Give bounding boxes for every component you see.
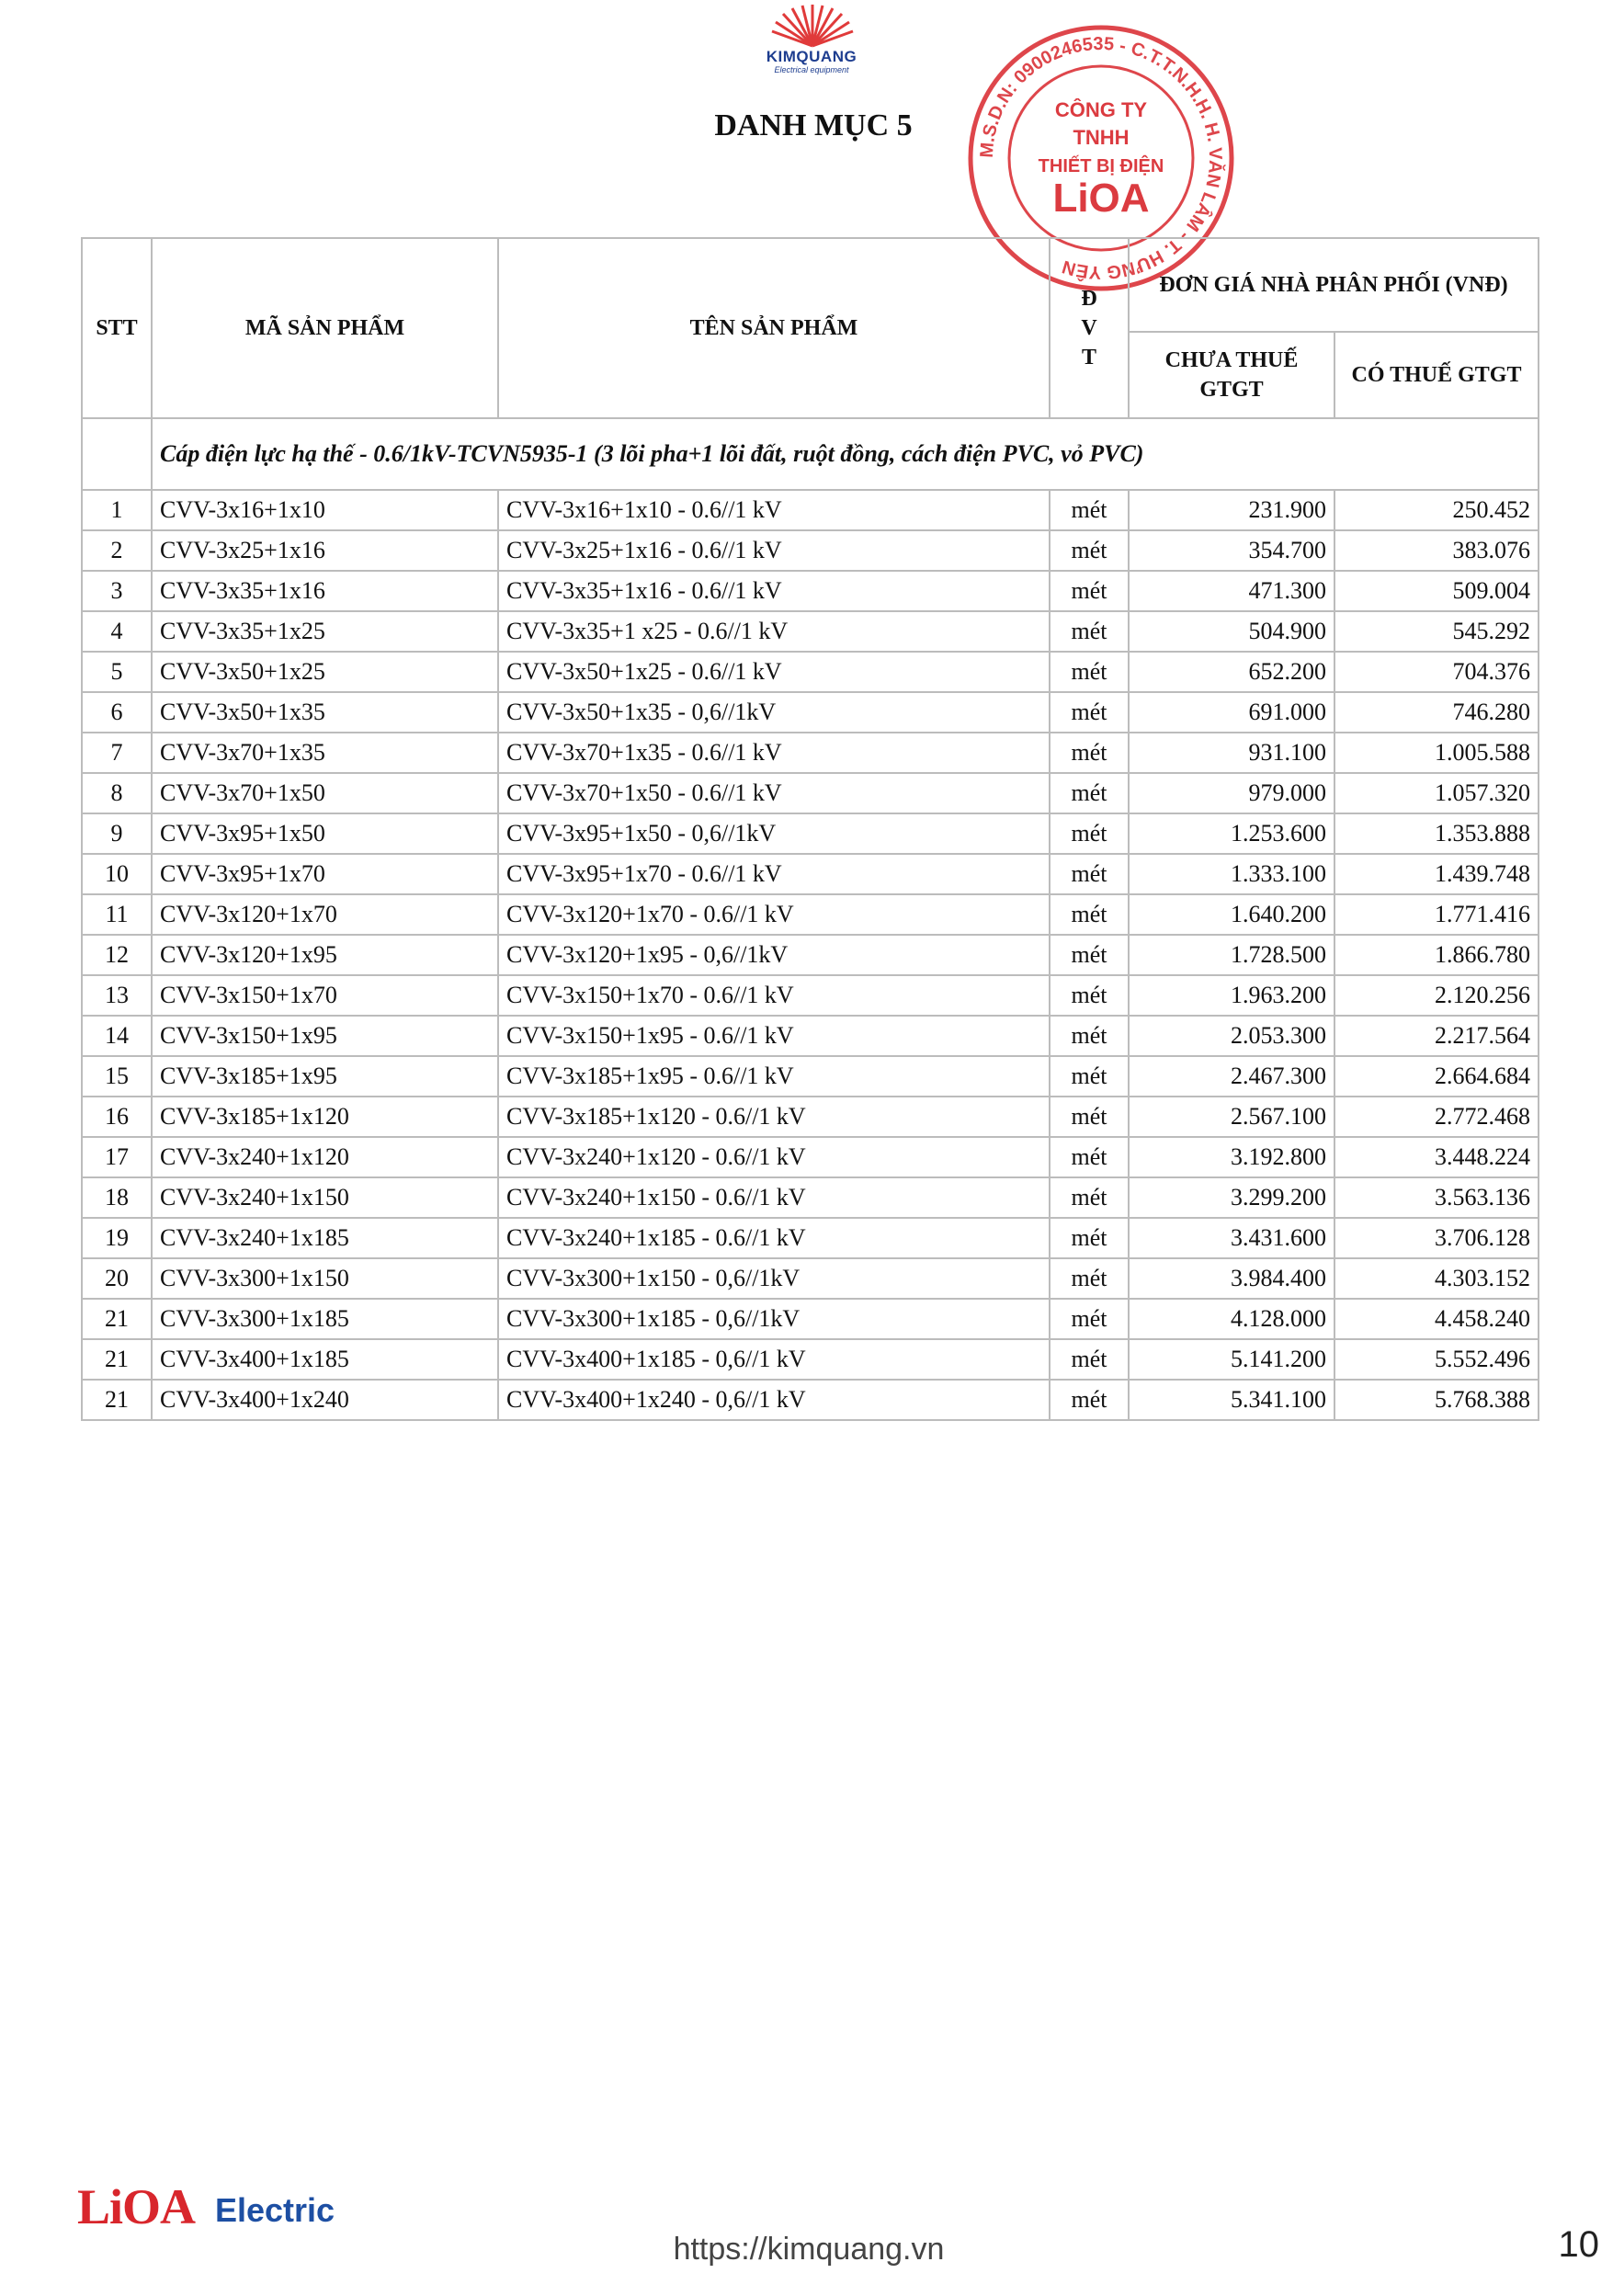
footer-brand-suffix: Electric — [215, 2191, 335, 2229]
row-stt: 21 — [82, 1299, 152, 1339]
row-price: 1.333.100 — [1129, 854, 1334, 894]
row-code: CVV-3x240+1x150 — [152, 1177, 498, 1218]
row-price: 2.467.300 — [1129, 1056, 1334, 1097]
row-price: 231.900 — [1129, 490, 1334, 530]
table-row — [82, 1016, 1539, 1056]
row-price: 4.128.000 — [1129, 1299, 1334, 1339]
row-unit: mét — [1050, 1056, 1129, 1097]
row-price: 3.192.800 — [1129, 1137, 1334, 1177]
row-price: 652.200 — [1129, 652, 1334, 692]
row-code: CVV-3x150+1x95 — [152, 1016, 498, 1056]
row-unit: mét — [1050, 530, 1129, 571]
table-row — [82, 1299, 1539, 1339]
header-price-group: ĐƠN GIÁ NHÀ PHÂN PHỐI (VNĐ) — [1129, 238, 1539, 332]
row-name: CVV-3x185+1x120 - 0.6//1 kV — [498, 1097, 1050, 1137]
header-unit-l2: V — [1081, 316, 1097, 340]
row-name: CVV-3x35+1x16 - 0.6//1 kV — [498, 571, 1050, 611]
row-stt: 11 — [82, 894, 152, 935]
row-price-vat: 1.353.888 — [1334, 813, 1539, 854]
row-price: 2.567.100 — [1129, 1097, 1334, 1137]
row-price: 471.300 — [1129, 571, 1334, 611]
row-stt: 20 — [82, 1258, 152, 1299]
stamp-line1: CÔNG TY — [1054, 98, 1148, 121]
row-price-vat: 2.120.256 — [1334, 975, 1539, 1016]
row-price-vat: 509.004 — [1334, 571, 1539, 611]
row-price-vat: 746.280 — [1334, 692, 1539, 733]
stamp-brand: LiOA — [1052, 176, 1150, 221]
row-name: CVV-3x120+1x70 - 0.6//1 kV — [498, 894, 1050, 935]
row-name: CVV-3x400+1x240 - 0,6//1 kV — [498, 1380, 1050, 1420]
row-unit: mét — [1050, 1218, 1129, 1258]
row-name: CVV-3x240+1x120 - 0.6//1 kV — [498, 1137, 1050, 1177]
header-stt: STT — [82, 238, 152, 418]
row-code: CVV-3x300+1x150 — [152, 1258, 498, 1299]
row-unit: mét — [1050, 490, 1129, 530]
row-price: 504.900 — [1129, 611, 1334, 652]
row-price: 5.141.200 — [1129, 1339, 1334, 1380]
category-row — [82, 418, 1539, 490]
row-code: CVV-3x50+1x25 — [152, 652, 498, 692]
stamp-line3: THIẾT BỊ ĐIỆN — [1038, 156, 1164, 176]
row-unit: mét — [1050, 773, 1129, 813]
table-row — [82, 733, 1539, 773]
row-name: CVV-3x70+1x50 - 0.6//1 kV — [498, 773, 1050, 813]
row-code: CVV-3x120+1x95 — [152, 935, 498, 975]
header-unit-l3: T — [1081, 346, 1096, 369]
row-name: CVV-3x16+1x10 - 0.6//1 kV — [498, 490, 1050, 530]
row-code: CVV-3x150+1x70 — [152, 975, 498, 1016]
row-code: CVV-3x185+1x95 — [152, 1056, 498, 1097]
row-unit: mét — [1050, 813, 1129, 854]
row-price-vat: 250.452 — [1334, 490, 1539, 530]
row-unit: mét — [1050, 1177, 1129, 1218]
row-price-vat: 3.706.128 — [1334, 1218, 1539, 1258]
table-row — [82, 692, 1539, 733]
header-unit — [1050, 238, 1129, 418]
row-name: CVV-3x185+1x95 - 0.6//1 kV — [498, 1056, 1050, 1097]
row-name: CVV-3x400+1x185 - 0,6//1 kV — [498, 1339, 1050, 1380]
row-name: CVV-3x50+1x35 - 0,6//1kV — [498, 692, 1050, 733]
row-code: CVV-3x70+1x50 — [152, 773, 498, 813]
table-row — [82, 813, 1539, 854]
row-stt: 3 — [82, 571, 152, 611]
row-code: CVV-3x95+1x70 — [152, 854, 498, 894]
row-name: CVV-3x95+1x70 - 0.6//1 kV — [498, 854, 1050, 894]
row-unit: mét — [1050, 935, 1129, 975]
row-code: CVV-3x240+1x120 — [152, 1137, 498, 1177]
row-name: CVV-3x50+1x25 - 0.6//1 kV — [498, 652, 1050, 692]
row-code: CVV-3x240+1x185 — [152, 1218, 498, 1258]
row-stt: 21 — [82, 1339, 152, 1380]
row-code: CVV-3x120+1x70 — [152, 894, 498, 935]
logo-name: KIMQUANG — [766, 48, 857, 65]
table-row — [82, 773, 1539, 813]
table-row — [82, 1097, 1539, 1137]
header-price-vat: CÓ THUẾ GTGT — [1334, 332, 1539, 418]
row-stt: 13 — [82, 975, 152, 1016]
row-price-vat: 3.563.136 — [1334, 1177, 1539, 1218]
row-stt: 9 — [82, 813, 152, 854]
row-stt: 5 — [82, 652, 152, 692]
row-stt: 16 — [82, 1097, 152, 1137]
row-unit: mét — [1050, 1097, 1129, 1137]
row-unit: mét — [1050, 733, 1129, 773]
row-price-vat: 1.866.780 — [1334, 935, 1539, 975]
row-code: CVV-3x185+1x120 — [152, 1097, 498, 1137]
row-code: CVV-3x400+1x185 — [152, 1339, 498, 1380]
category-label: Cáp điện lực hạ thế - 0.6/1kV-TCVN5935-1 (3 lõi pha+1 lõi đất, ruột đồng, cách điện PVC, vỏ PVC) — [152, 418, 1539, 490]
row-price-vat: 4.458.240 — [1334, 1299, 1539, 1339]
logo-tagline: Electrical equipment — [774, 65, 849, 74]
table-row — [82, 935, 1539, 975]
row-price-vat: 545.292 — [1334, 611, 1539, 652]
table-row — [82, 1218, 1539, 1258]
row-unit: mét — [1050, 652, 1129, 692]
header-name: TÊN SẢN PHẨM — [498, 238, 1050, 418]
row-name: CVV-3x95+1x50 - 0,6//1kV — [498, 813, 1050, 854]
row-price-vat: 1.771.416 — [1334, 894, 1539, 935]
table-row — [82, 854, 1539, 894]
kimquang-logo — [752, 4, 871, 75]
row-stt: 4 — [82, 611, 152, 652]
row-stt: 21 — [82, 1380, 152, 1420]
row-stt: 18 — [82, 1177, 152, 1218]
row-price: 3.299.200 — [1129, 1177, 1334, 1218]
table-row — [82, 1177, 1539, 1218]
row-price: 1.640.200 — [1129, 894, 1334, 935]
row-price-vat: 1.439.748 — [1334, 854, 1539, 894]
row-price: 5.341.100 — [1129, 1380, 1334, 1420]
row-price: 931.100 — [1129, 733, 1334, 773]
row-name: CVV-3x240+1x185 - 0.6//1 kV — [498, 1218, 1050, 1258]
row-stt: 10 — [82, 854, 152, 894]
row-price: 1.253.600 — [1129, 813, 1334, 854]
page-title: DANH MỤC 5 — [714, 108, 913, 142]
table-row — [82, 975, 1539, 1016]
row-price: 979.000 — [1129, 773, 1334, 813]
table-row — [82, 1380, 1539, 1420]
table-row — [82, 1137, 1539, 1177]
stamp-line2: TNHH — [1073, 126, 1130, 149]
header-code: MÃ SẢN PHẨM — [152, 238, 498, 418]
table-row — [82, 1056, 1539, 1097]
row-unit: mét — [1050, 894, 1129, 935]
row-name: CVV-3x70+1x35 - 0.6//1 kV — [498, 733, 1050, 773]
row-stt: 14 — [82, 1016, 152, 1056]
stamp-ring-text: M.S.D.N: 0900246535 - C.T.T.N.H.H. H. VĂN LÂM - T. HƯNG YÊN — [976, 33, 1226, 283]
row-price: 1.963.200 — [1129, 975, 1334, 1016]
row-unit: mét — [1050, 1339, 1129, 1380]
row-price-vat: 704.376 — [1334, 652, 1539, 692]
table-row — [82, 652, 1539, 692]
row-stt: 17 — [82, 1137, 152, 1177]
row-price: 2.053.300 — [1129, 1016, 1334, 1056]
row-code: CVV-3x400+1x240 — [152, 1380, 498, 1420]
header-price-no-vat: CHƯA THUẾ GTGT — [1129, 332, 1334, 418]
row-price-vat: 5.768.388 — [1334, 1380, 1539, 1420]
table-row — [82, 894, 1539, 935]
row-code: CVV-3x35+1x25 — [152, 611, 498, 652]
row-unit: mét — [1050, 1258, 1129, 1299]
footer-logo — [77, 2178, 371, 2233]
row-name: CVV-3x120+1x95 - 0,6//1kV — [498, 935, 1050, 975]
row-price-vat: 5.552.496 — [1334, 1339, 1539, 1380]
row-code: CVV-3x16+1x10 — [152, 490, 498, 530]
header-unit-l1: Đ — [1081, 287, 1097, 311]
fan-logo-icon — [765, 4, 860, 48]
row-price-vat: 2.217.564 — [1334, 1016, 1539, 1056]
row-price: 3.431.600 — [1129, 1218, 1334, 1258]
row-price: 354.700 — [1129, 530, 1334, 571]
row-price-vat: 4.303.152 — [1334, 1258, 1539, 1299]
row-code: CVV-3x50+1x35 — [152, 692, 498, 733]
row-stt: 19 — [82, 1218, 152, 1258]
row-stt: 1 — [82, 490, 152, 530]
page-number: 10 — [1558, 2224, 1599, 2265]
table-row — [82, 490, 1539, 530]
row-unit: mét — [1050, 692, 1129, 733]
row-unit: mét — [1050, 975, 1129, 1016]
row-unit: mét — [1050, 571, 1129, 611]
table-row — [82, 1258, 1539, 1299]
table-row — [82, 1339, 1539, 1380]
row-code: CVV-3x95+1x50 — [152, 813, 498, 854]
row-price-vat: 1.005.588 — [1334, 733, 1539, 773]
row-name: CVV-3x150+1x70 - 0.6//1 kV — [498, 975, 1050, 1016]
row-price-vat: 2.772.468 — [1334, 1097, 1539, 1137]
row-price-vat: 2.664.684 — [1334, 1056, 1539, 1097]
row-price-vat: 1.057.320 — [1334, 773, 1539, 813]
row-name: CVV-3x300+1x185 - 0,6//1kV — [498, 1299, 1050, 1339]
row-stt: 2 — [82, 530, 152, 571]
row-unit: mét — [1050, 611, 1129, 652]
table-row — [82, 530, 1539, 571]
row-code: CVV-3x300+1x185 — [152, 1299, 498, 1339]
row-unit: mét — [1050, 1016, 1129, 1056]
row-stt: 8 — [82, 773, 152, 813]
row-price: 1.728.500 — [1129, 935, 1334, 975]
row-stt: 6 — [82, 692, 152, 733]
row-stt: 15 — [82, 1056, 152, 1097]
footer-url-link[interactable]: https://kimquang.vn — [673, 2232, 945, 2267]
row-unit: mét — [1050, 854, 1129, 894]
row-name: CVV-3x240+1x150 - 0.6//1 kV — [498, 1177, 1050, 1218]
row-price-vat: 3.448.224 — [1334, 1137, 1539, 1177]
price-table — [81, 237, 1539, 1421]
row-name: CVV-3x25+1x16 - 0.6//1 kV — [498, 530, 1050, 571]
row-price: 3.984.400 — [1129, 1258, 1334, 1299]
header-row — [82, 238, 1539, 332]
row-name: CVV-3x35+1 x25 - 0.6//1 kV — [498, 611, 1050, 652]
row-name: CVV-3x150+1x95 - 0.6//1 kV — [498, 1016, 1050, 1056]
category-stt-cell — [82, 418, 152, 490]
row-name: CVV-3x300+1x150 - 0,6//1kV — [498, 1258, 1050, 1299]
row-unit: mét — [1050, 1380, 1129, 1420]
row-code: CVV-3x70+1x35 — [152, 733, 498, 773]
row-unit: mét — [1050, 1299, 1129, 1339]
row-stt: 7 — [82, 733, 152, 773]
row-unit: mét — [1050, 1137, 1129, 1177]
table-row — [82, 611, 1539, 652]
table-row — [82, 571, 1539, 611]
footer-brand: LiOA — [77, 2179, 196, 2234]
row-price-vat: 383.076 — [1334, 530, 1539, 571]
row-stt: 12 — [82, 935, 152, 975]
row-price: 691.000 — [1129, 692, 1334, 733]
row-code: CVV-3x25+1x16 — [152, 530, 498, 571]
row-code: CVV-3x35+1x16 — [152, 571, 498, 611]
